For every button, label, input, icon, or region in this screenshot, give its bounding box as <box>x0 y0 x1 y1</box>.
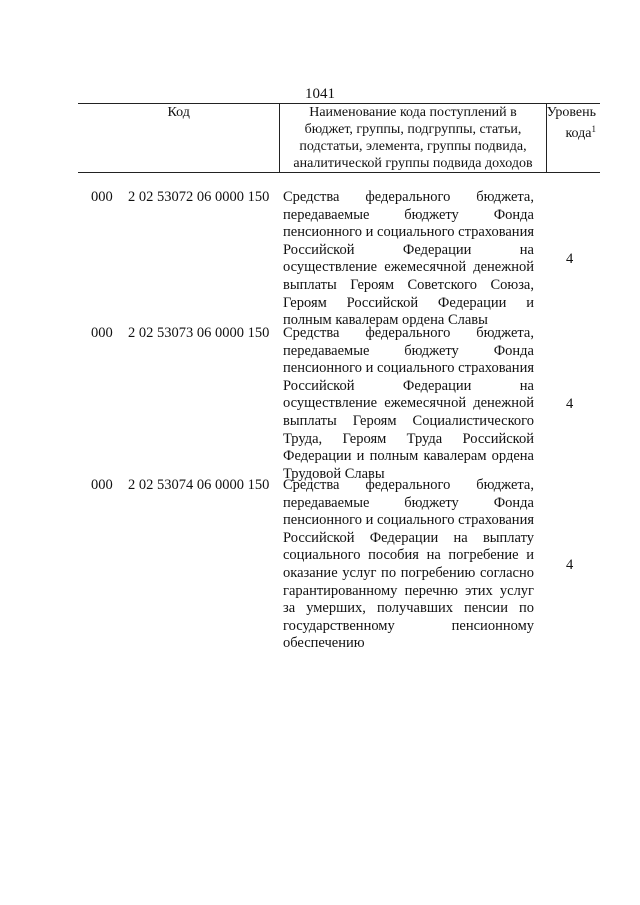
description-line: передаваемые бюджету Фонда <box>283 342 534 359</box>
description-line: социального пособия на погребение и <box>283 547 534 564</box>
table-header <box>78 103 600 173</box>
description-line: осуществление ежемесячной денежной <box>283 259 534 276</box>
code-level: 4 <box>566 396 574 412</box>
description-line: пенсионного и социального страхования <box>283 512 534 529</box>
description-line: гарантированному перечню этих услуг <box>283 582 534 599</box>
description-line: обеспечению <box>283 635 365 652</box>
description-line: полным кавалерам ордена Славы <box>283 312 488 329</box>
description-line: Российской Федерации на <box>283 377 534 394</box>
revenue-code: 2 02 53072 06 0000 150 <box>128 189 270 205</box>
description-line: Российской Федерации на выплату <box>283 529 534 546</box>
revenue-description <box>283 189 534 330</box>
revenue-code: 2 02 53073 06 0000 150 <box>128 325 270 341</box>
header-name-column: Наименование кода поступлений в бюджет, группы, подгруппы, статьи, подстатьи, элемента, группы подвида, аналитической группы подвида доходов <box>280 104 546 173</box>
header-level-label: Уровень кода <box>546 105 596 141</box>
revenue-description <box>283 325 534 483</box>
header-level-column <box>546 104 600 173</box>
admin-code: 000 <box>91 325 113 341</box>
description-line: Героям Российской Федерации и <box>283 294 534 311</box>
description-line: Средства федерального бюджета, <box>283 325 534 341</box>
description-line: выплаты Героям Советского Союза, <box>283 276 534 293</box>
code-level: 4 <box>566 251 574 267</box>
revenue-description <box>283 477 534 653</box>
admin-code: 000 <box>91 477 113 493</box>
description-line: Трудовой Славы <box>283 465 385 482</box>
description-line: Средства федерального бюджета, <box>283 477 534 493</box>
description-line: оказание услуг по погребению согласно <box>283 564 534 581</box>
description-line: пенсионного и социального страхования <box>283 224 534 241</box>
description-line: Федерации и полным кавалерам ордена <box>283 448 534 465</box>
footnote-marker: 1 <box>591 124 596 134</box>
description-line: передаваемые бюджету Фонда <box>283 494 534 511</box>
description-line: Труда, Героям Труда Российской <box>283 430 534 447</box>
description-line: передаваемые бюджету Фонда <box>283 206 534 223</box>
description-line: государственному пенсионному <box>283 617 534 634</box>
admin-code: 000 <box>91 189 113 205</box>
code-level: 4 <box>566 557 574 573</box>
description-line: осуществление ежемесячной денежной <box>283 395 534 412</box>
page-number: 1041 <box>305 86 335 102</box>
description-line: за умерших, получавших пенсии по <box>283 600 534 617</box>
revenue-code: 2 02 53074 06 0000 150 <box>128 477 270 493</box>
description-line: Средства федерального бюджета, <box>283 189 534 205</box>
description-line: Российской Федерации на <box>283 241 534 258</box>
header-code-column: Код <box>78 104 280 173</box>
description-line: выплаты Героям Социалистического <box>283 412 534 429</box>
description-line: пенсионного и социального страхования <box>283 360 534 377</box>
